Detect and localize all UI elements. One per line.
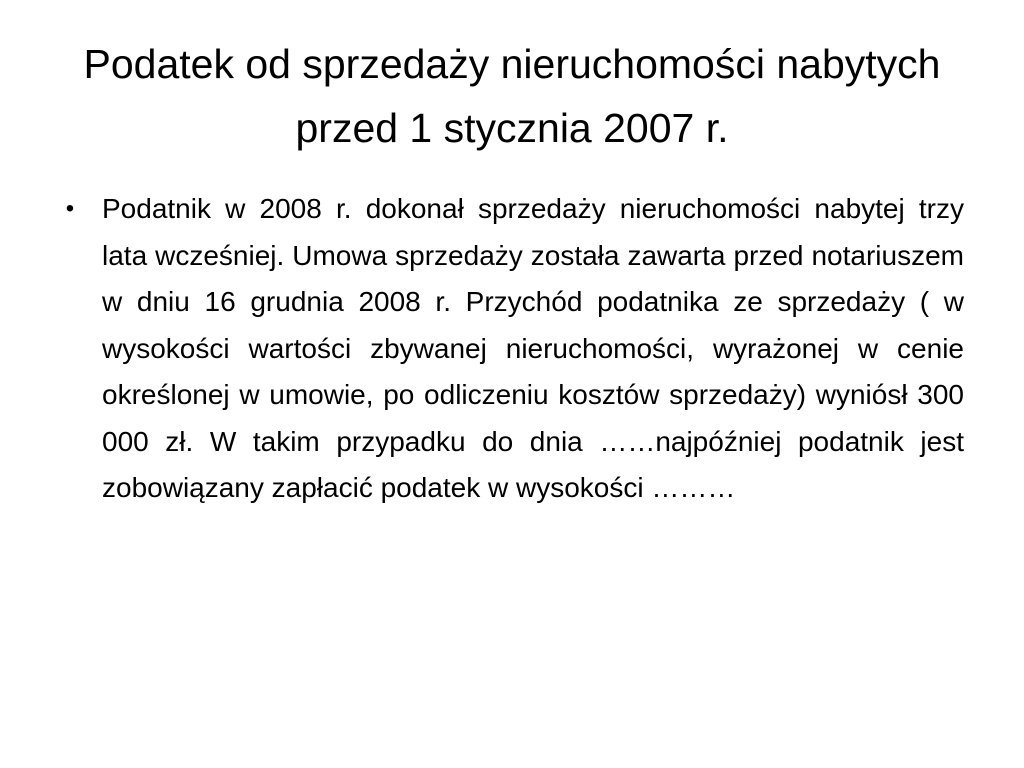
slide-title: Podatek od sprzedaży nieruchomości nabytych przed 1 stycznia 2007 r.	[83, 41, 941, 151]
bullet-text: Podatnik w 2008 r. dokonał sprzedaży nieruchomości nabytej trzy lata wcześniej. Umowa sprzedaży została zawarta przed notariuszem w dniu 16 grudnia 2008 r. Przychód podatnika ze sprzedaży ( w wysokości wartości zbywanej nieruchomości, wyrażonej w cenie określonej w umowie, po odliczeniu kosztów sprzedaży) wyniósł 300 000 zł. W takim przypadku do dnia ……najpóźniej podatnik jest zobowiązany zapłacić podatek w wysokości ………	[102, 193, 964, 503]
bullet-list	[60, 186, 964, 512]
bullet-marker: •	[65, 195, 75, 222]
bullet-item	[60, 186, 964, 512]
